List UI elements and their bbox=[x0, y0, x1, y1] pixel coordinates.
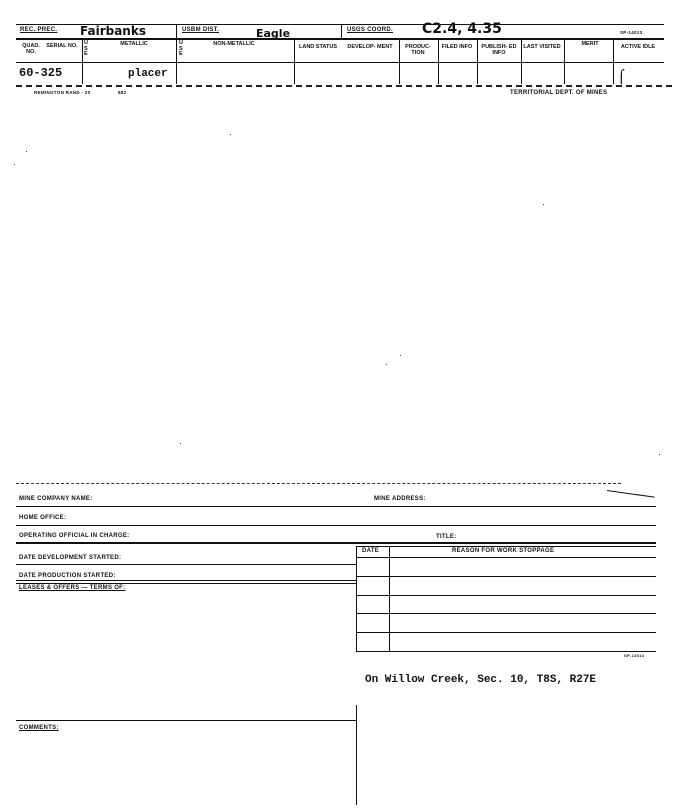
rule bbox=[16, 720, 356, 721]
form-number: SP-14013 bbox=[620, 30, 643, 35]
scan-speck bbox=[26, 151, 27, 152]
col-quad-no: QUAD. NO. bbox=[22, 43, 40, 55]
col-serial-no: SERIAL NO. bbox=[46, 43, 78, 49]
date-production-label: DATE PRODUCTION STARTED: bbox=[19, 573, 116, 579]
rule bbox=[16, 580, 356, 581]
col-filed-info: FILED INFO bbox=[441, 44, 473, 50]
col-metallic: METALLIC bbox=[120, 41, 148, 47]
location-note: On Willow Creek, Sec. 10, T8S, R27E bbox=[365, 674, 597, 686]
scan-speck bbox=[659, 454, 660, 455]
col-development: DEVELOP- MENT bbox=[347, 44, 393, 50]
scan-speck bbox=[543, 204, 544, 205]
rule bbox=[16, 564, 356, 565]
col-non-metallic: NON-METALLIC bbox=[213, 41, 255, 47]
rule bbox=[16, 506, 656, 507]
home-office-label: HOME OFFICE: bbox=[19, 515, 67, 521]
date-development-label: DATE DEVELOPMENT STARTED: bbox=[19, 555, 122, 561]
rule bbox=[356, 546, 656, 547]
mine-address-label: MINE ADDRESS: bbox=[374, 496, 426, 502]
rule bbox=[356, 705, 357, 805]
rule bbox=[16, 542, 656, 544]
card-edge bbox=[607, 490, 655, 498]
rec-prec-label: REC. PREC. bbox=[20, 27, 58, 33]
quad-serial-value: 60-325 bbox=[19, 66, 63, 80]
rule bbox=[356, 651, 656, 652]
mine-company-name-label: MINE COMPANY NAME: bbox=[19, 496, 93, 502]
printer-label: REMINGTON RAND - 20 bbox=[34, 90, 91, 95]
department-label: TERRITORIAL DEPT. OF MINES bbox=[510, 90, 608, 96]
scan-speck bbox=[180, 443, 181, 444]
rule bbox=[356, 595, 656, 596]
scan-speck bbox=[230, 134, 231, 135]
rule bbox=[16, 38, 664, 40]
stoppage-date-header: DATE bbox=[362, 548, 380, 554]
printer-code: 882 bbox=[118, 90, 127, 95]
title-label: TITLE: bbox=[436, 534, 457, 540]
col-active-idle: ACTIVE IDLE bbox=[620, 44, 656, 50]
rule bbox=[16, 583, 356, 584]
rule bbox=[356, 546, 357, 652]
col-land-status: LAND STATUS bbox=[299, 44, 337, 50]
card-edge bbox=[16, 85, 672, 87]
leases-label: LEASES & OFFERS — TERMS OF: bbox=[19, 585, 126, 591]
rule bbox=[356, 632, 656, 633]
scan-speck bbox=[386, 364, 387, 365]
card-edge bbox=[16, 483, 621, 484]
comments-label: COMMENTS: bbox=[19, 725, 59, 731]
rule bbox=[16, 525, 656, 526]
rule bbox=[356, 557, 656, 558]
col-merit: MERIT bbox=[581, 41, 599, 47]
scan-speck bbox=[14, 164, 15, 165]
rule bbox=[389, 546, 390, 652]
usbm-dist-value: Eagle bbox=[256, 27, 291, 40]
metallic-value: placer bbox=[128, 68, 168, 80]
usbm-dist-label: USBM DIST. bbox=[182, 27, 220, 33]
operating-official-label: OPERATING OFFICIAL IN CHARGE: bbox=[19, 533, 130, 539]
rec-prec-value: Fairbanks bbox=[80, 24, 146, 38]
col-published-info: PUBLISH- ED INFO bbox=[481, 44, 517, 56]
col-last-visited: LAST VISITED bbox=[523, 44, 561, 50]
usgs-coord-value: C2.4, 4.35 bbox=[422, 21, 502, 37]
form-number-2: SP-14014 bbox=[624, 653, 645, 658]
col-use-1: U S E bbox=[84, 40, 88, 57]
scan-speck bbox=[400, 355, 401, 356]
rule bbox=[356, 576, 656, 577]
rule bbox=[356, 613, 656, 614]
rule bbox=[16, 62, 664, 63]
col-production: PRODUC- TION bbox=[405, 44, 431, 56]
rule bbox=[341, 24, 342, 38]
rule bbox=[176, 24, 177, 84]
active-idle-mark: ⌠ bbox=[618, 70, 625, 85]
usgs-coord-label: USGS COORD. bbox=[347, 27, 393, 33]
stoppage-reason-header: REASON FOR WORK STOPPAGE bbox=[452, 548, 555, 554]
col-use-2: U S E bbox=[179, 40, 183, 57]
